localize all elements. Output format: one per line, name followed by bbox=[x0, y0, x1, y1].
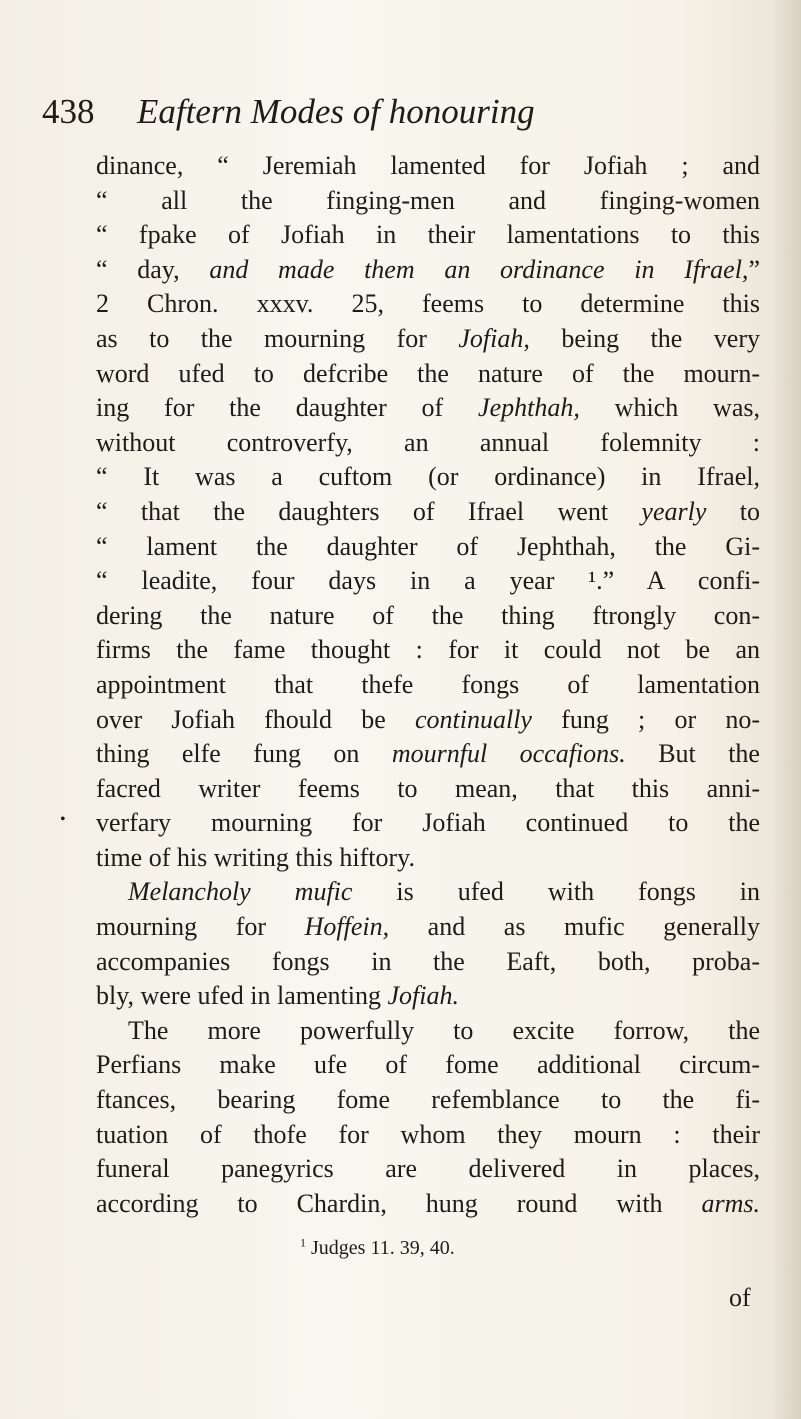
text-line: firms the fame thought : for it could not be an bbox=[96, 635, 760, 665]
text-line: thing elfe fung on mournful occafions. But the bbox=[96, 739, 760, 769]
catchword: of bbox=[729, 1283, 751, 1312]
text-line: Perfians make ufe of fome additional circum- bbox=[96, 1050, 760, 1080]
footnote-mark: 1 bbox=[300, 1235, 306, 1250]
text-line: over Jofiah fhould be continually fung ; or no- bbox=[96, 704, 760, 734]
text-line: accompanies fongs in the Eaft, both, proba- bbox=[96, 946, 760, 976]
text-line: according to Chardin, hung round with arms. bbox=[96, 1188, 760, 1218]
text-line: as to the mourning for Jofiah, being the very bbox=[96, 323, 760, 353]
text-line: tuation of thofe for whom they mourn : their bbox=[96, 1119, 760, 1149]
text-line: mourning for Hoffein, and as mufic generally bbox=[96, 912, 760, 942]
text-line: “ that the daughters of Ifrael went yearly to bbox=[96, 496, 760, 526]
text-line: funeral panegyrics are delivered in places, bbox=[96, 1154, 760, 1184]
page-header bbox=[42, 92, 762, 142]
running-head: Eaftern Modes of honouring bbox=[137, 92, 535, 131]
body-text bbox=[96, 149, 760, 1221]
text-line: word ufed to defcribe the nature of the mourn- bbox=[96, 358, 760, 388]
text-line: The more powerfully to excite forrow, the bbox=[128, 1015, 760, 1045]
text-line: appointment that thefe fongs of lamentation bbox=[96, 669, 760, 699]
text-line: verfary mourning for Jofiah continued to the bbox=[96, 808, 760, 838]
text-line: time of his writing this hiftory. bbox=[96, 842, 415, 872]
text-line: 2 Chron. xxxv. 25, feems to determine this bbox=[96, 289, 760, 319]
text-line: “ It was a cuftom (or ordinance) in Ifrael, bbox=[96, 462, 760, 492]
text-line: Melancholy mufic is ufed with fongs in bbox=[128, 877, 760, 907]
text-line: without controverfy, an annual folemnity : bbox=[96, 427, 760, 457]
text-line: ing for the daughter of Jephthah, which was, bbox=[96, 393, 760, 423]
footnote-text: Judges 11. 39, 40. bbox=[311, 1237, 455, 1259]
text-line: bly, were ufed in lamenting Jofiah. bbox=[96, 981, 459, 1011]
text-line: “ fpake of Jofiah in their lamentations to this bbox=[96, 220, 760, 250]
text-line: “ leadite, four days in a year ¹.” A confi- bbox=[96, 566, 760, 596]
text-line: ftances, bearing fome refemblance to the fi- bbox=[96, 1085, 760, 1115]
margin-mark: • bbox=[60, 811, 66, 828]
text-line: facred writer feems to mean, that this anni- bbox=[96, 773, 760, 803]
text-line: “ day, and made them an ordinance in Ifrael,” bbox=[96, 254, 760, 284]
page-number: 438 bbox=[42, 92, 95, 131]
page-edge-shadow bbox=[771, 0, 801, 1419]
text-line: “ all the finging-men and finging-women bbox=[96, 185, 760, 215]
text-line: dering the nature of the thing ftrongly con- bbox=[96, 600, 760, 630]
text-line: dinance, “ Jeremiah lamented for Jofiah ; and bbox=[96, 151, 760, 180]
text-line: “ lament the daughter of Jephthah, the Gi- bbox=[96, 531, 760, 561]
footnote bbox=[300, 1236, 455, 1260]
